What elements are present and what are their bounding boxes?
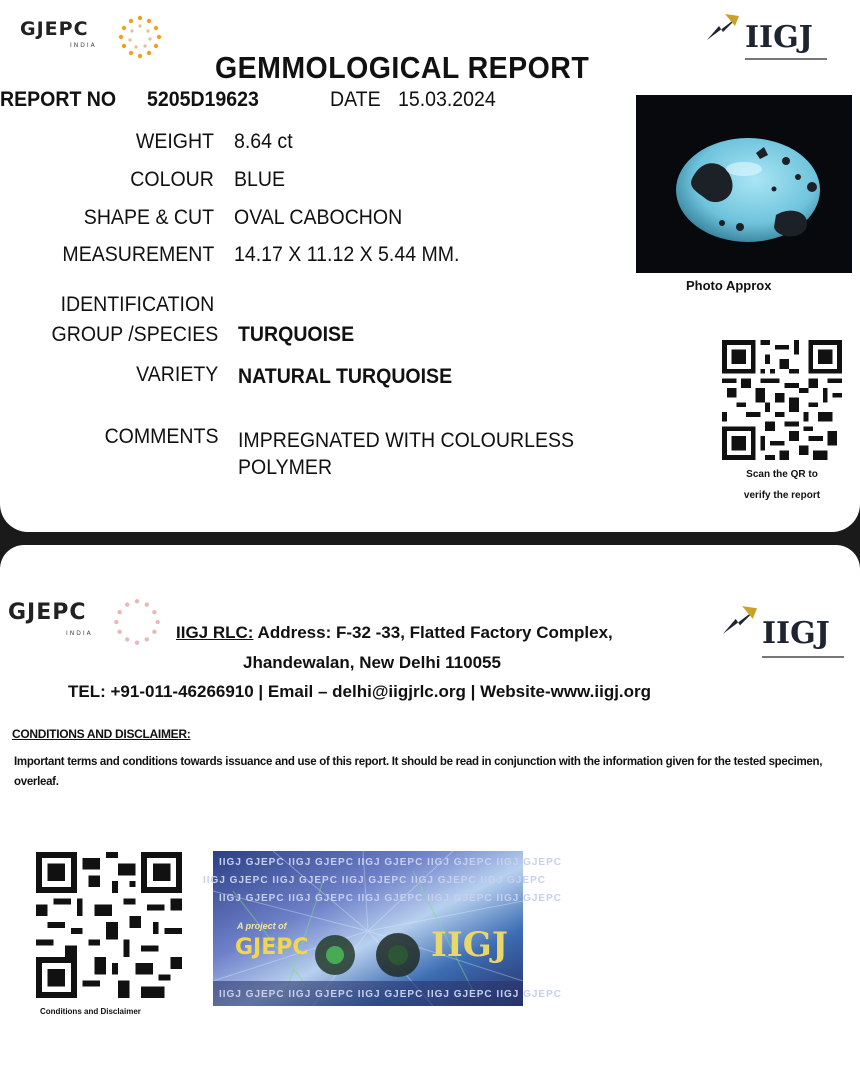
report-front-card	[0, 0, 860, 532]
qr-caption	[722, 464, 842, 506]
back-iigj-logo: IIGJ	[762, 616, 830, 651]
qr-caption-line-1: Scan the QR to	[746, 469, 818, 480]
colour-value: BLUE	[234, 168, 286, 191]
gjepc-sunburst-icon	[117, 14, 163, 60]
shape-cut-value: OVAL CABOCHON	[234, 206, 403, 229]
conditions-text: Important terms and conditions towards issuance and use of this report. It should be read in conjunction with the information given for the tested specimen, overleaf.	[14, 756, 823, 788]
colour-label: COLOUR	[130, 168, 214, 191]
date-label: DATE	[330, 88, 381, 111]
group-species-label: GROUP /SPECIES	[51, 323, 218, 346]
variety-label: VARIETY	[135, 363, 218, 386]
stone-photo	[636, 95, 852, 273]
identification-label: IDENTIFICATION	[60, 293, 214, 316]
shape-cut-label: SHAPE & CUT	[83, 206, 214, 229]
iigj-logo: IIGJ	[745, 20, 813, 55]
iigj-logo-underline	[745, 58, 827, 60]
conditions-qr-code[interactable]	[36, 850, 182, 1000]
hologram-pattern-row-2: IIGJ GJEPC IIGJ GJEPC IIGJ GJEPC IIGJ GJEPC IIGJ GJEPC	[203, 875, 546, 886]
iigj-arrow-icon	[705, 12, 741, 42]
back-gjepc-sunburst-icon	[112, 597, 162, 647]
group-species-value: TURQUOISE	[238, 323, 355, 346]
security-hologram	[203, 851, 562, 1006]
rlc-address-line-1	[176, 623, 613, 643]
report-no-value: 5205D19623	[147, 88, 259, 111]
comments-line-2: POLYMER	[238, 456, 333, 479]
weight-value: 8.64 ct	[234, 130, 293, 153]
hologram-project-text: A project of	[237, 921, 287, 931]
conditions-qr-caption: Conditions and Disclaimer	[40, 1007, 141, 1016]
conditions-title: CONDITIONS AND DISCLAIMER:	[12, 727, 191, 741]
hologram-pattern-row-3: IIGJ GJEPC IIGJ GJEPC IIGJ GJEPC IIGJ GJEPC IIGJ GJEPC	[219, 893, 562, 904]
gjepc-logo-subtitle: INDIA	[70, 42, 97, 49]
rlc-address-line-2: Jhandewalan, New Delhi 110055	[243, 653, 501, 672]
photo-caption: Photo Approx	[686, 278, 772, 293]
qr-caption-line-2: verify the report	[743, 490, 821, 501]
measurement-label: MEASUREMENT	[62, 243, 214, 266]
comments-line-1: IMPREGNATED WITH COLOURLESS	[238, 429, 575, 452]
back-iigj-logo-underline	[762, 656, 844, 658]
rlc-address-text: Address: F-32 -33, Flatted Factory Complex,	[257, 623, 613, 642]
report-no-label: REPORT NO	[0, 88, 117, 111]
verification-qr-code[interactable]	[722, 340, 842, 460]
gjepc-logo: GJEPC	[20, 18, 89, 40]
hologram-pattern-row-1: IIGJ GJEPC IIGJ GJEPC IIGJ GJEPC IIGJ GJEPC IIGJ GJEPC	[219, 857, 562, 868]
weight-label: WEIGHT	[135, 130, 214, 153]
back-iigj-arrow-icon	[720, 604, 760, 636]
hologram-gjepc-logo: GJEPC	[235, 935, 309, 960]
back-gjepc-logo-subtitle: INDIA	[66, 630, 93, 637]
variety-value: NATURAL TURQUOISE	[238, 365, 453, 388]
measurement-value: 14.17 X 11.12 X 5.44 MM.	[234, 243, 460, 266]
turquoise-stone-image	[636, 95, 852, 273]
hologram-pattern-row-4: IIGJ GJEPC IIGJ GJEPC IIGJ GJEPC IIGJ GJEPC IIGJ GJEPC	[219, 989, 562, 1000]
comments-label: COMMENTS	[104, 425, 218, 448]
date-value: 15.03.2024	[398, 88, 496, 111]
hologram-iigj-logo: IIGJ	[431, 925, 508, 965]
rlc-label: IIGJ RLC:	[176, 623, 254, 642]
rlc-contact-line: TEL: +91-011-46266910 | Email – delhi@iigjrlc.org | Website-www.iigj.org	[68, 682, 652, 701]
back-gjepc-logo: GJEPC	[8, 600, 87, 625]
report-title: GEMMOLOGICAL REPORT	[215, 50, 590, 85]
